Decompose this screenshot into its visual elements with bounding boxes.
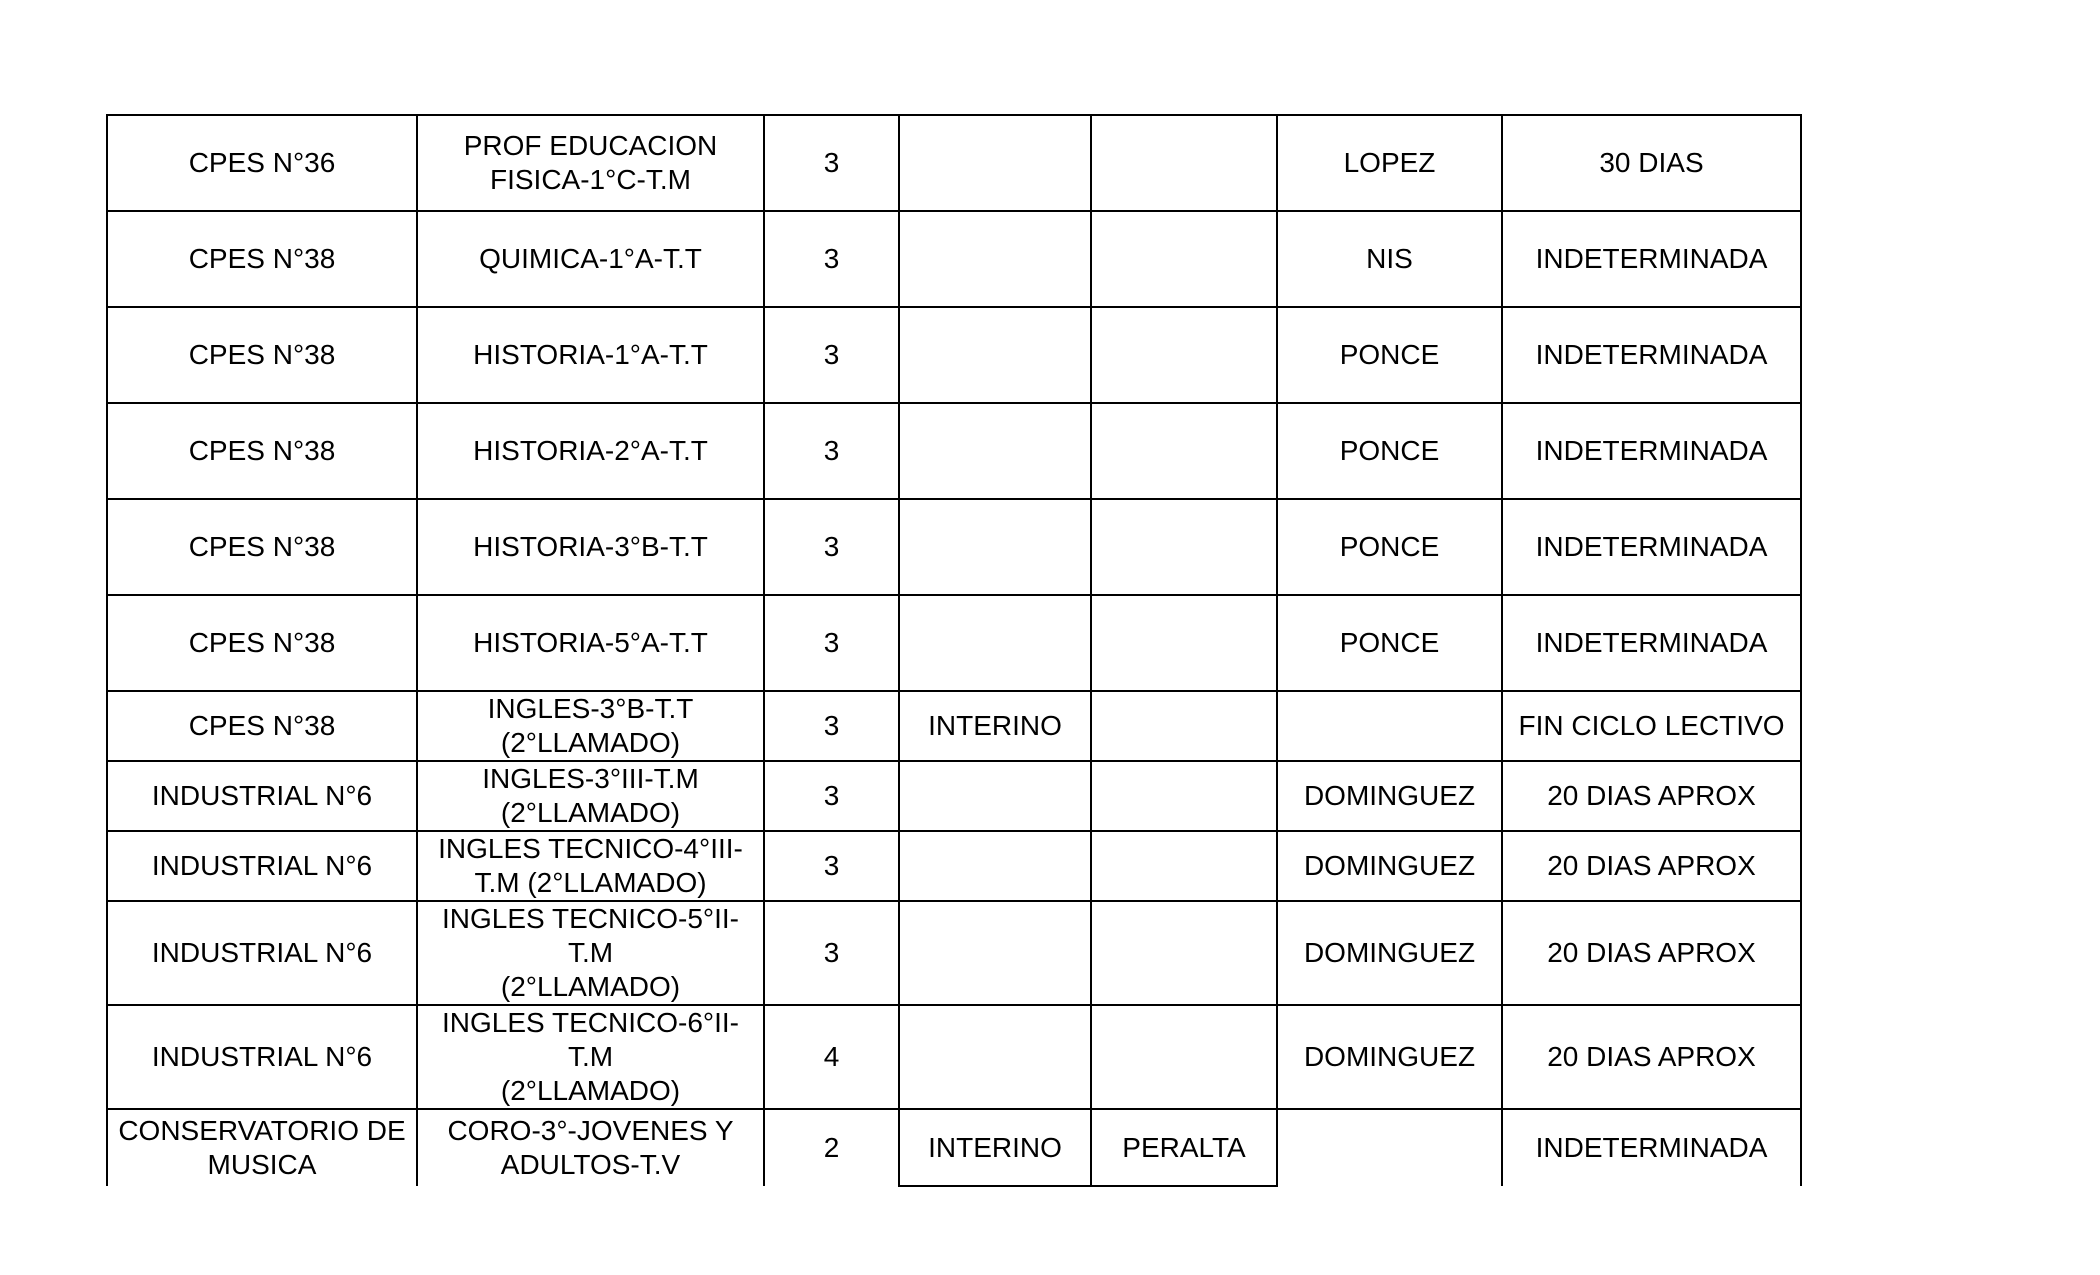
- duration-cell: INDETERMINADA: [1502, 1109, 1801, 1186]
- subject-cell: PROF EDUCACION FISICA-1°C-T.M: [417, 115, 764, 211]
- hours-cell: 3: [764, 691, 899, 761]
- table-row: [107, 595, 1801, 691]
- condition-cell: [899, 761, 1091, 831]
- vacancy-table: [106, 114, 1802, 1187]
- replaces-cell: NIS: [1277, 211, 1502, 307]
- name-cell: [1091, 211, 1277, 307]
- name-cell: [1091, 499, 1277, 595]
- name-cell: [1091, 761, 1277, 831]
- condition-cell: [899, 901, 1091, 1005]
- name-cell: [1091, 307, 1277, 403]
- subject-cell: HISTORIA-2°A-T.T: [417, 403, 764, 499]
- condition-cell: [899, 307, 1091, 403]
- name-cell: [1091, 901, 1277, 1005]
- condition-cell: [899, 1005, 1091, 1109]
- subject-cell: INGLES-3°III-T.M (2°LLAMADO): [417, 761, 764, 831]
- hours-cell: 4: [764, 1005, 899, 1109]
- duration-cell: INDETERMINADA: [1502, 595, 1801, 691]
- school-cell: CONSERVATORIO DE MUSICA: [107, 1109, 417, 1186]
- replaces-cell: DOMINGUEZ: [1277, 831, 1502, 901]
- duration-cell: 20 DIAS APROX: [1502, 1005, 1801, 1109]
- school-cell: CPES N°38: [107, 307, 417, 403]
- name-cell: [1091, 831, 1277, 901]
- school-cell: INDUSTRIAL N°6: [107, 761, 417, 831]
- replaces-cell: DOMINGUEZ: [1277, 1005, 1502, 1109]
- condition-cell: INTERINO: [899, 1109, 1091, 1186]
- hours-cell: 3: [764, 595, 899, 691]
- replaces-cell: PONCE: [1277, 403, 1502, 499]
- school-cell: INDUSTRIAL N°6: [107, 901, 417, 1005]
- hours-cell: 3: [764, 499, 899, 595]
- condition-cell: [899, 403, 1091, 499]
- duration-cell: INDETERMINADA: [1502, 211, 1801, 307]
- replaces-cell: LOPEZ: [1277, 115, 1502, 211]
- replaces-cell: PONCE: [1277, 307, 1502, 403]
- condition-cell: [899, 499, 1091, 595]
- table-row: [107, 403, 1801, 499]
- duration-cell: INDETERMINADA: [1502, 307, 1801, 403]
- table-row: [107, 307, 1801, 403]
- hours-cell: 3: [764, 761, 899, 831]
- school-cell: CPES N°38: [107, 499, 417, 595]
- hours-cell: 3: [764, 307, 899, 403]
- subject-cell: QUIMICA-1°A-T.T: [417, 211, 764, 307]
- school-cell: CPES N°38: [107, 691, 417, 761]
- school-cell: CPES N°38: [107, 595, 417, 691]
- table-row: [107, 831, 1801, 901]
- duration-cell: 20 DIAS APROX: [1502, 831, 1801, 901]
- replaces-cell: [1277, 1109, 1502, 1186]
- name-cell: PERALTA: [1091, 1109, 1277, 1186]
- hours-cell: 3: [764, 115, 899, 211]
- subject-cell: INGLES TECNICO-6°II-T.M (2°LLAMADO): [417, 1005, 764, 1109]
- hours-cell: 3: [764, 901, 899, 1005]
- duration-cell: INDETERMINADA: [1502, 403, 1801, 499]
- school-cell: CPES N°36: [107, 115, 417, 211]
- table-row: [107, 211, 1801, 307]
- subject-cell: HISTORIA-1°A-T.T: [417, 307, 764, 403]
- duration-cell: 20 DIAS APROX: [1502, 901, 1801, 1005]
- subject-cell: INGLES TECNICO-5°II-T.M (2°LLAMADO): [417, 901, 764, 1005]
- duration-cell: FIN CICLO LECTIVO: [1502, 691, 1801, 761]
- hours-cell: 3: [764, 403, 899, 499]
- hours-cell: 2: [764, 1109, 899, 1186]
- table-row: [107, 499, 1801, 595]
- table-row: [107, 115, 1801, 211]
- condition-cell: INTERINO: [899, 691, 1091, 761]
- table-row: [107, 761, 1801, 831]
- name-cell: [1091, 403, 1277, 499]
- replaces-cell: PONCE: [1277, 499, 1502, 595]
- condition-cell: [899, 211, 1091, 307]
- subject-cell: CORO-3°-JOVENES Y ADULTOS-T.V: [417, 1109, 764, 1186]
- name-cell: [1091, 595, 1277, 691]
- table-row: [107, 1109, 1801, 1186]
- replaces-cell: PONCE: [1277, 595, 1502, 691]
- table-row: [107, 1005, 1801, 1109]
- name-cell: [1091, 115, 1277, 211]
- subject-cell: HISTORIA-5°A-T.T: [417, 595, 764, 691]
- replaces-cell: [1277, 691, 1502, 761]
- school-cell: CPES N°38: [107, 211, 417, 307]
- school-cell: INDUSTRIAL N°6: [107, 1005, 417, 1109]
- table-row: [107, 691, 1801, 761]
- school-cell: CPES N°38: [107, 403, 417, 499]
- condition-cell: [899, 115, 1091, 211]
- condition-cell: [899, 831, 1091, 901]
- condition-cell: [899, 595, 1091, 691]
- name-cell: [1091, 1005, 1277, 1109]
- replaces-cell: DOMINGUEZ: [1277, 901, 1502, 1005]
- subject-cell: INGLES-3°B-T.T (2°LLAMADO): [417, 691, 764, 761]
- school-cell: INDUSTRIAL N°6: [107, 831, 417, 901]
- duration-cell: 30 DIAS: [1502, 115, 1801, 211]
- subject-cell: INGLES TECNICO-4°III- T.M (2°LLAMADO): [417, 831, 764, 901]
- name-cell: [1091, 691, 1277, 761]
- replaces-cell: DOMINGUEZ: [1277, 761, 1502, 831]
- hours-cell: 3: [764, 831, 899, 901]
- duration-cell: INDETERMINADA: [1502, 499, 1801, 595]
- table-row: [107, 901, 1801, 1005]
- subject-cell: HISTORIA-3°B-T.T: [417, 499, 764, 595]
- duration-cell: 20 DIAS APROX: [1502, 761, 1801, 831]
- hours-cell: 3: [764, 211, 899, 307]
